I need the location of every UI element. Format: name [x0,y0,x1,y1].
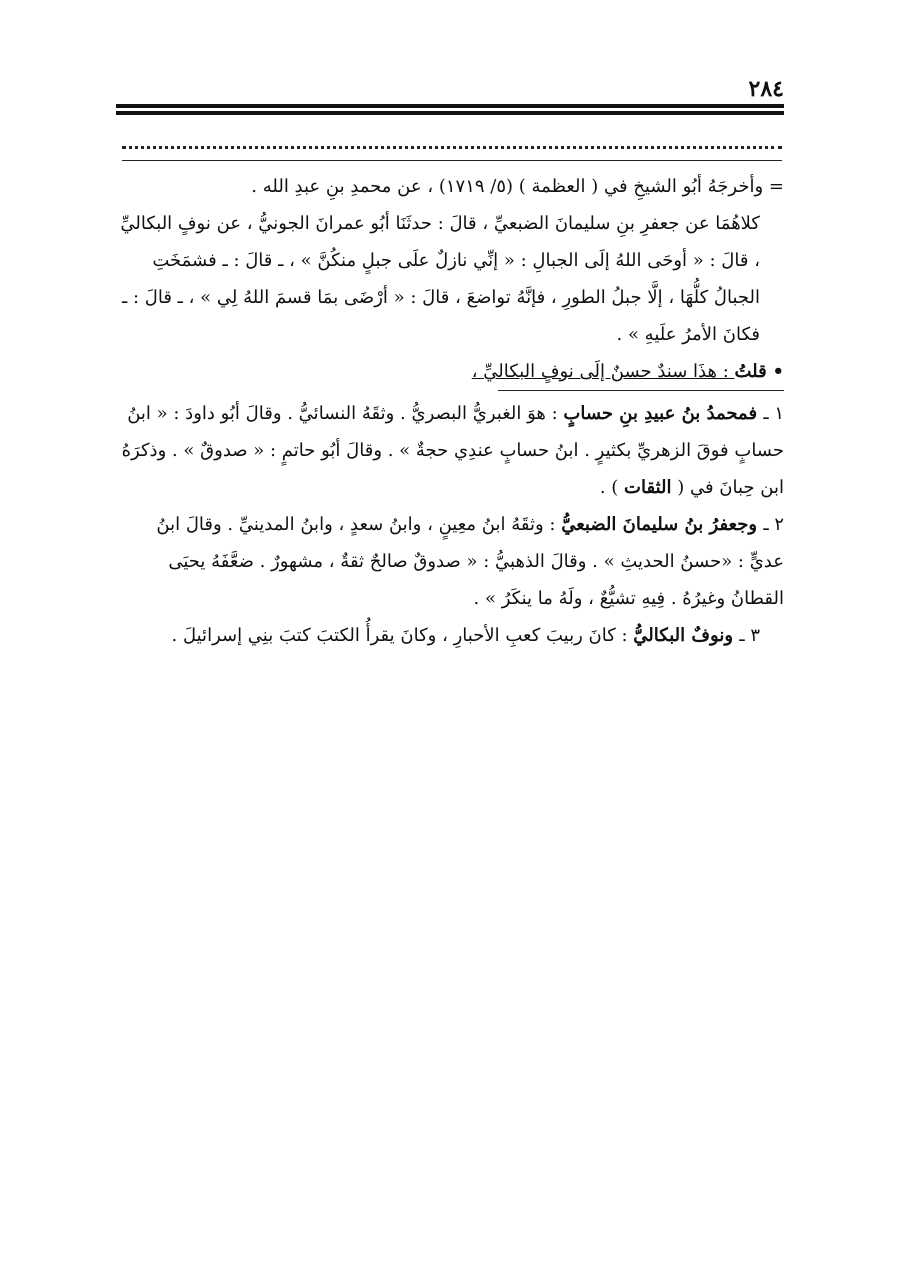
footnote-rule [122,160,782,161]
verdict-text: : هذَا سندٌ حسنٌ إلَى نوفٍ البكاليِّ ، [471,361,735,382]
narrator-3-number: ٣ ـ [739,625,760,646]
narrator-1-text: : هوَ الغبريُّ البصريُّ . وثقَهُ النسائيُّ . وقالَ أبُو داودَ : « ابنُ حسابٍ فوقَ الزهريِّ بكثيرٍ . ابنُ حسابٍ عندِي حجةٌ » . وقالَ أبُو حاتمٍ : « صدوقٌ » . وذكرَهُ ابن حِبانَ في ( [121,403,784,498]
continued-citation: = وأخرجَهُ أبُو الشيخِ في ( العظمة ) (٥/ ١٧١٩) ، عن محمدِ بنِ عبدِ الله . [251,176,784,197]
narrator-2-paragraph [118,506,784,617]
narrator-3-text: : كانَ ربيبَ كعبِ الأحبارِ ، وكانَ يقرأُ الكتبَ كتبَ بنِي إسرائيلَ . [171,625,634,646]
verdict-paragraph [118,353,784,390]
narrator-1-name: فمحمدُ بنُ عبيدِ بنِ حسابٍ [563,403,764,424]
dotted-separator [122,146,782,149]
header-rule-top [116,104,784,108]
verdict-label: قلتُ [734,361,767,382]
page-body [118,168,784,654]
narrator-1-number: ١ ـ [763,403,784,424]
narration-paragraph: كلاهُمَا عن جعفرِ بنِ سليمانَ الضبعيِّ ، قالَ : حدثَنَا أبُو عمرانَ الجونيُّ ، عن نوفٍ البكاليِّ ، قالَ : « أوحَى اللهُ إلَى الجبالِ : « إنِّي نازلٌ علَى جبلٍ منكُنَّ » ، ـ قالَ : ـ فشمَخَتِ الجبالُ كلُّهَا ، إلَّا جبلُ الطورِ ، فإنَّهُ تواضعَ ، قالَ : « أرْضَى بمَا قسمَ اللهُ لِي » ، ـ قالَ : ـ فكانَ الأمرُ علَيهِ » . [120,213,760,345]
narrator-2-number: ٢ ـ [763,514,784,535]
page-number: ٢٨٤ [748,76,784,102]
bullet-icon: • [772,361,784,382]
narrator-1-paragraph [118,395,784,506]
verdict-rule [498,390,784,391]
narrator-1-book: الثقات [624,477,672,498]
header-rule-bottom [116,111,784,115]
narrator-3-name: ونوفٌ البكاليُّ [633,625,740,646]
narrator-3-paragraph [118,617,784,654]
narrator-1-end: ) . [599,477,625,498]
narrator-2-name: وجعفرُ بنُ سليمانَ الضبعيُّ [561,514,764,535]
narrator-2-text: : وثقَهُ ابنُ معِينٍ ، وابنُ سعدٍ ، وابنُ المدينيِّ . وقالَ ابنُ عديٍّ : «حسنُ الحديثِ » . وقالَ الذهبيُّ : « صدوقٌ صالحٌ ثقةٌ ، مشهورٌ . ضعَّفَهُ يحيَى القطانُ وغيرُهُ . فِيهِ تشيُّعٌ ، ولَهُ ما ينكَرُ » . [156,514,784,609]
